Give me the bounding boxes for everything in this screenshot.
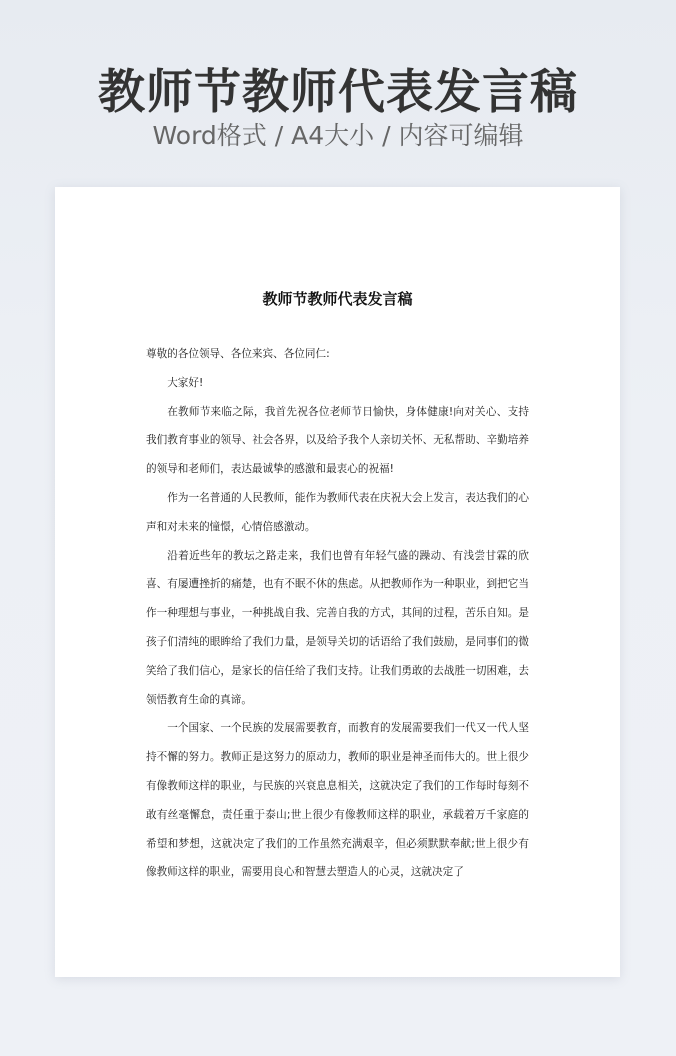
greeting-paragraph: 大家好!: [167, 376, 204, 389]
document-title: 教师节教师代表发言稿: [262, 290, 413, 308]
banner-subtitle: Word格式 / A4大小 / 内容可编辑: [152, 121, 524, 150]
document-body: [146, 340, 529, 887]
salutation-paragraph: 尊敬的各位领导、各位来宾、各位同仁:: [146, 348, 330, 360]
banner-title: 教师节教师代表发言稿: [98, 65, 578, 120]
body-paragraph: 作为一名普通的人民教师，能作为教师代表在庆祝大会上发言，表达我们的心声和对未来的憧憬，心情倍感激动。: [146, 491, 529, 533]
body-paragraph: 在教师节来临之际，我首先祝各位老师节日愉快，身体健康!向对关心、支持我们教育事业的领导、社会各界，以及给予我个人亲切关怀、无私帮助、辛勤培养的领导和老师们，表达最诚挚的感激和最衷心的祝福!: [146, 405, 529, 476]
body-paragraph: 沿着近些年的教坛之路走来，我们也曾有年轻气盛的躁动、有浅尝甘霖的欣喜、有屡遭挫折的痛楚，也有不眠不休的焦虑。从把教师作为一种职业，到把它当作一种理想与事业，一种挑战自我、完善自我的方式，其间的过程，苦乐自知。是孩子们清纯的眼眸给了我们力量，是领导关切的话语给了我们鼓励，是同事们的微笑给了我们信心，是家长的信任给了我们支持。让我们勇敢的去战胜一切困难，去领悟教育生命的真谛。: [146, 549, 529, 706]
body-paragraph: 一个国家、一个民族的发展需要教育，而教育的发展需要我们一代又一代人坚持不懈的努力。教师正是这努力的原动力，教师的职业是神圣而伟大的。世上很少有像教师这样的职业，与民族的兴衰息息相关，这就决定了我们的工作每时每刻不敢有丝毫懈怠，责任重于泰山;世上很少有像教师这样的职业，承载着万千家庭的希望和梦想，这就决定了我们的工作虽然充满艰辛，但必须默默奉献;世上很少有像教师这样的职业，需要用良心和智慧去塑造人的心灵，这就决定了: [146, 722, 529, 879]
document-page: [55, 187, 620, 977]
